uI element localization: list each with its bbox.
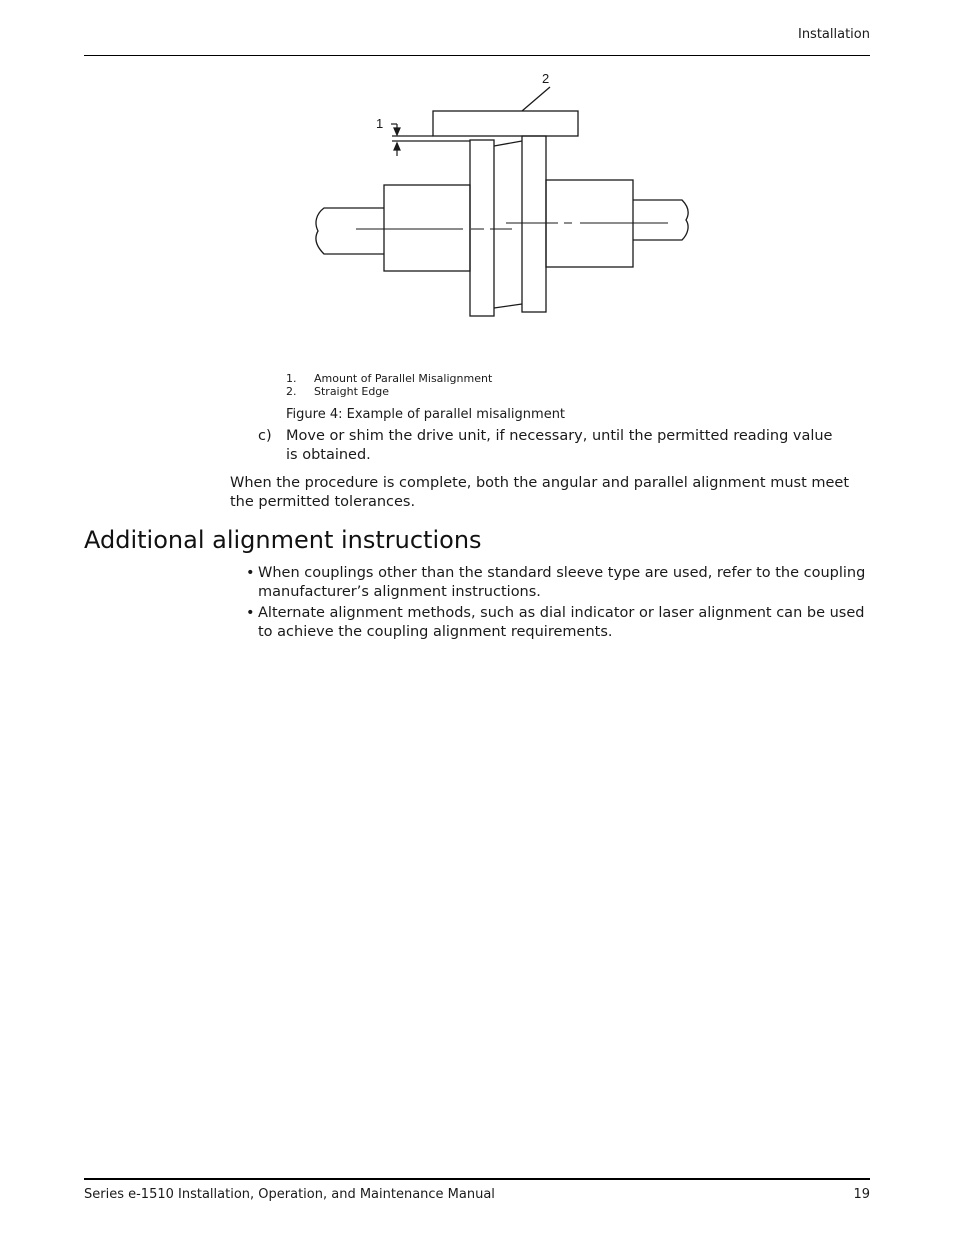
legend-label: Amount of Parallel Misalignment [314,372,493,385]
legend-item [286,372,492,385]
header-rule [84,55,870,56]
legend-number: 1. [286,372,297,385]
bullet-text: Alternate alignment methods, such as dial indicator or laser alignment can be used to achieve the coupling alignment requirements. [258,605,865,640]
figure-caption: Figure 4: Example of parallel misalignment [286,407,566,422]
procedure-step-c [258,427,848,465]
parallel-misalignment-figure [300,68,700,323]
left-hub [384,185,470,271]
legend-number: 2. [286,385,297,398]
page-number: 19 [853,1187,870,1202]
section-heading: Additional alignment instructions [84,526,482,554]
bullet-text: When couplings other than the standard sleeve type are used, refer to the coupling manufacturer’s alignment instructions. [258,565,866,600]
coupling-taper [494,141,522,308]
bullet-dot: • [246,565,255,581]
callout-2-leader [522,87,550,111]
left-flange [470,140,494,316]
straight-edge [433,111,578,136]
footer-document-title: Series e-1510 Installation, Operation, and Maintenance Manual [84,1187,495,1202]
misalignment-dimension-arrows [391,124,400,156]
callout-2-label: 2 [542,71,550,86]
bullet-list [246,564,870,644]
bullet-dot: • [246,605,255,621]
completion-paragraph: When the procedure is complete, both the angular and parallel alignment must meet the permitted tolerances. [230,475,850,510]
step-marker: c) [258,428,272,444]
legend-label: Straight Edge [314,385,390,398]
figure-legend [286,372,492,398]
callout-1-label: 1 [376,116,384,131]
header-section-title: Installation [797,27,870,42]
list-item [246,564,870,602]
list-item [246,604,870,642]
left-shaft [316,208,384,254]
right-flange [522,136,546,312]
step-text: Move or shim the drive unit, if necessary, until the permitted reading value is obtained. [286,428,833,463]
footer-rule [84,1178,870,1180]
right-shaft [633,200,688,240]
legend-item [286,385,492,398]
